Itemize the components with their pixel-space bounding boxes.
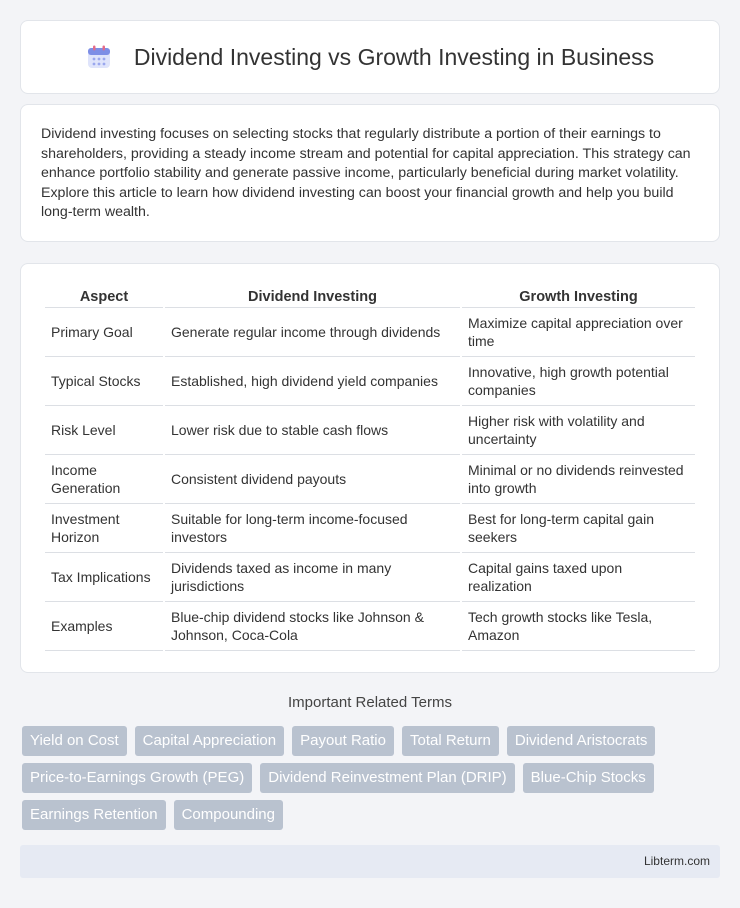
column-header: Dividend Investing	[165, 284, 460, 308]
table-cell: Best for long-term capital gain seekers	[462, 504, 695, 553]
table-row	[45, 553, 695, 602]
related-terms-title: Important Related Terms	[288, 694, 452, 711]
table-cell: Suitable for long-term income-focused investors	[165, 504, 460, 553]
calendar-icon	[86, 44, 112, 70]
table-row	[45, 602, 695, 651]
footer-site-link[interactable]: Libterm.com	[643, 854, 710, 868]
table-cell: Dividends taxed as income in many jurisdictions	[165, 553, 460, 602]
term-tag[interactable]: Yield on Cost	[22, 726, 127, 756]
table-cell: Lower risk due to stable cash flows	[165, 406, 460, 455]
table-cell: Innovative, high growth potential companies	[462, 357, 695, 406]
table-cell: Risk Level	[45, 406, 163, 455]
term-tag[interactable]: Dividend Aristocrats	[507, 726, 656, 756]
table-row	[45, 406, 695, 455]
table-cell: Tax Implications	[45, 553, 163, 602]
table-cell: Capital gains taxed upon realization	[462, 553, 695, 602]
header-card	[20, 20, 720, 94]
table-header-row	[45, 284, 695, 308]
table-cell: Blue-chip dividend stocks like Johnson & Johnson, Coca-Cola	[165, 602, 460, 651]
term-tag[interactable]: Earnings Retention	[22, 800, 166, 830]
column-header: Aspect	[45, 284, 163, 308]
term-tag[interactable]: Compounding	[174, 800, 283, 830]
table-row	[45, 455, 695, 504]
term-tag[interactable]: Payout Ratio	[292, 726, 394, 756]
table-cell: Maximize capital appreciation over time	[462, 308, 695, 357]
term-tag[interactable]: Dividend Reinvestment Plan (DRIP)	[260, 763, 514, 793]
table-cell: Tech growth stocks like Tesla, Amazon	[462, 602, 695, 651]
intro-card	[20, 104, 720, 242]
footer	[20, 845, 720, 878]
comparison-card	[20, 263, 720, 673]
table-cell: Generate regular income through dividends	[165, 308, 460, 357]
table-row	[45, 308, 695, 357]
table-cell: Established, high dividend yield companies	[165, 357, 460, 406]
intro-text: Dividend investing focuses on selecting stocks that regularly distribute a portion of their earnings to shareholders, providing a steady income stream and potential for capital appreciation. This strategy can enhance portfolio stability and generate passive income, particularly beneficial during market volatility. Explore this article to learn how dividend investing can boost your financial growth and help you build long-term wealth.	[41, 126, 691, 220]
term-tag[interactable]: Capital Appreciation	[135, 726, 284, 756]
page-title: Dividend Investing vs Growth Investing in Business	[133, 43, 655, 70]
table-cell: Examples	[45, 602, 163, 651]
table-cell: Higher risk with volatility and uncertainty	[462, 406, 695, 455]
table-cell: Primary Goal	[45, 308, 163, 357]
related-terms-list	[22, 726, 722, 837]
comparison-table	[43, 284, 697, 651]
table-cell: Income Generation	[45, 455, 163, 504]
table-cell: Consistent dividend payouts	[165, 455, 460, 504]
column-header: Growth Investing	[462, 284, 695, 308]
table-row	[45, 504, 695, 553]
table-row	[45, 357, 695, 406]
table-cell: Typical Stocks	[45, 357, 163, 406]
term-tag[interactable]: Price-to-Earnings Growth (PEG)	[22, 763, 252, 793]
term-tag[interactable]: Total Return	[402, 726, 499, 756]
table-cell: Investment Horizon	[45, 504, 163, 553]
table-cell: Minimal or no dividends reinvested into growth	[462, 455, 695, 504]
term-tag[interactable]: Blue-Chip Stocks	[523, 763, 654, 793]
